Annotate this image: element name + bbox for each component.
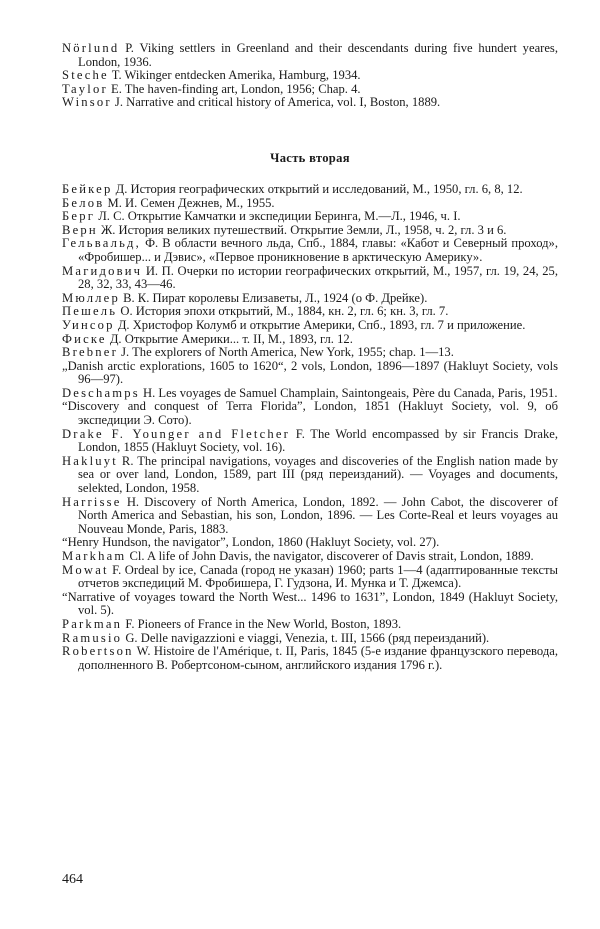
entry-text: R. The principal navigations, voyages and discoveries of the English nation made by sea or over land, London, 1589, part III (ряд переизданий). — Voyages and documents, selekted, London, 1958. [78, 453, 558, 496]
entry-text: F. The World encompassed by sir Francis Drake, London, 1855 (Hakluyt Society, vol. 16). [78, 426, 558, 455]
bibliography-entry [62, 197, 558, 211]
entry-author: Hakluyt [62, 453, 118, 468]
entry-author: Белов [62, 195, 105, 210]
bibliography-page [62, 42, 558, 672]
bibliography-entry [62, 428, 558, 455]
entry-text: Л. С. Открытие Камчатки и экспедиции Беринга, М.—Л., 1946, ч. I. [95, 209, 461, 224]
bibliography-entry [62, 96, 558, 110]
bibliography-list-part-two [62, 183, 558, 672]
entry-text: “Narrative of voyages toward the North West... 1496 to 1631”, London, 1849 (Hakluyt Society, vol. 5). [62, 589, 558, 618]
entry-author: Берг [62, 209, 96, 224]
entry-text: J. Narrative and critical history of America, vol. I, Boston, 1889. [111, 95, 441, 110]
entry-author: Гельвальд, [62, 236, 142, 251]
entry-author: Markham [62, 549, 127, 563]
entry-text: J. The explorers of North America, New York, 1955; chap. 1—13. [117, 345, 454, 360]
bibliography-entry [62, 455, 558, 496]
entry-text: „Danish arctic explorations, 1605 to 1620“, 2 vols, London, 1896—1897 (Hakluyt Society, vols 96—97). [62, 358, 558, 387]
entry-author: Drake F. Younger and Fletcher [62, 426, 291, 441]
bibliography-entry [62, 645, 558, 672]
bibliography-entry [62, 42, 558, 69]
entry-text: В. К. Пират королевы Елизаветы, Л., 1924 (о Ф. Дрейке). [119, 290, 428, 305]
bibliography-entry [62, 224, 558, 238]
entry-text: Ж. История великих путешествий. Открытие Земли, Л., 1958, ч. 2, гл. 3 и 6. [97, 222, 507, 237]
bibliography-list-part-one [62, 42, 558, 110]
entry-author: Фиске [62, 331, 107, 346]
bibliography-entry [62, 536, 558, 550]
entry-author: Deschamps [62, 385, 140, 400]
entry-text: F. Pioneers of France in the New World, Boston, 1893. [122, 616, 402, 631]
entry-author: Brebner [62, 345, 118, 360]
bibliography-entry [62, 346, 558, 360]
entry-author: Nörlund [62, 41, 120, 55]
entry-author: Winsor [62, 95, 112, 110]
entry-text: М. И. Семен Дежнев, М., 1955. [104, 195, 275, 210]
entry-author: Harrisse [62, 494, 122, 509]
bibliography-entry [62, 550, 558, 564]
entry-text: О. История эпохи открытий, М., 1884, кн. 2, гл. 6; кн. 3, гл. 7. [117, 304, 449, 319]
bibliography-entry [62, 210, 558, 224]
bibliography-entry [62, 591, 558, 618]
bibliography-entry [62, 632, 558, 646]
bibliography-entry [62, 292, 558, 306]
entry-text: W. Histoire de l'Amérique, t. II, Paris, 1845 (5-е издание французского перевода, дополненного В. Робертсоном-сыном, английского издания 1796 г.). [78, 644, 558, 672]
bibliography-entry [62, 265, 558, 292]
entry-text: “Discovery and conquest of Terra Florida”, London, 1851 (Hakluyt Society, vol. 9, об экспедиции Э. Сото). [62, 399, 558, 428]
entry-text: Ф. В области вечного льда, Спб., 1884, главы: «Кабот и Северный проход», «Фробишер... и Дэвис», «Первое проникновение в арктическую Америку». [78, 236, 558, 264]
entry-author: Ramusio [62, 630, 123, 645]
entry-text: Д. Христофор Колумб и открытие Америки, Спб., 1893, гл. 7 и приложение. [114, 317, 526, 332]
bibliography-entry [62, 496, 558, 537]
bibliography-entry [62, 333, 558, 347]
entry-author: Магидович [62, 263, 143, 278]
entry-author: Steche [62, 68, 109, 83]
entry-text: Д. История географических открытий и исследований, М., 1950, гл. 6, 8, 12. [112, 181, 523, 196]
bibliography-entry [62, 69, 558, 83]
entry-text: H. Discovery of North America, London, 1892. — John Cabot, the discoverer of North America and Sebastian, his son, London, 1896. — Les Corte-Real et leurs voyages au Nouveau Monde, Paris, 1883. [78, 494, 558, 536]
bibliography-entry [62, 618, 558, 632]
entry-text: Д. Открытие Америки... т. II, М., 1893, гл. 12. [106, 331, 353, 346]
entry-author: Бейкер [62, 181, 113, 196]
bibliography-entry [62, 319, 558, 333]
entry-text: T. Wikinger entdecken Amerika, Hamburg, 1934. [108, 68, 361, 83]
section-title: Часть вторая [270, 150, 350, 165]
bibliography-entry [62, 564, 558, 591]
page-number: 464 [62, 872, 83, 887]
entry-author: Taylor [62, 81, 108, 96]
entry-text: “Henry Hundson, the navigator”, London, 1860 (Hakluyt Society, vol. 27). [62, 535, 440, 550]
entry-author: Уинсор [62, 317, 115, 332]
bibliography-entry [62, 237, 558, 264]
bibliography-entry [62, 305, 558, 319]
bibliography-entry [62, 83, 558, 97]
entry-author: Верн [62, 222, 98, 237]
entry-text: F. Ordeal by ice, Canada (город не указан) 1960; parts 1—4 (адаптированные тексты отчетов экспедиций М. Фробишера, Г. Гудзона, И. Мунка и Т. Джемса). [78, 562, 558, 591]
bibliography-entry [62, 387, 558, 401]
entry-text: P. Viking settlers in Greenland and their descendants during five hundert yeares, London, 1936. [78, 41, 558, 69]
entry-text: Cl. A life of John Davis, the navigator, discoverer of Davis strait, London, 1889. [126, 549, 534, 563]
bibliography-entry [62, 183, 558, 197]
entry-author: Мюллер [62, 290, 120, 305]
entry-text: H. Les voyages de Samuel Champlain, Saintongeais, Père du Canada, Paris, 1951. [139, 385, 558, 400]
entry-author: Mowat [62, 562, 109, 577]
entry-author: Robertson [62, 644, 134, 659]
bibliography-entry [62, 360, 558, 387]
entry-author: Пешель [62, 304, 118, 319]
entry-text: G. Delle navigazzioni e viaggi, Venezia, t. III, 1566 (ряд переизданий). [122, 630, 490, 645]
bibliography-entry [62, 400, 558, 427]
entry-text: И. П. Очерки по истории географических открытий, М., 1957, гл. 19, 24, 25, 28, 32, 33, 43—46. [78, 263, 558, 292]
entry-text: E. The haven-finding art, London, 1956; Chap. 4. [107, 81, 361, 96]
entry-author: Parkman [62, 616, 123, 631]
